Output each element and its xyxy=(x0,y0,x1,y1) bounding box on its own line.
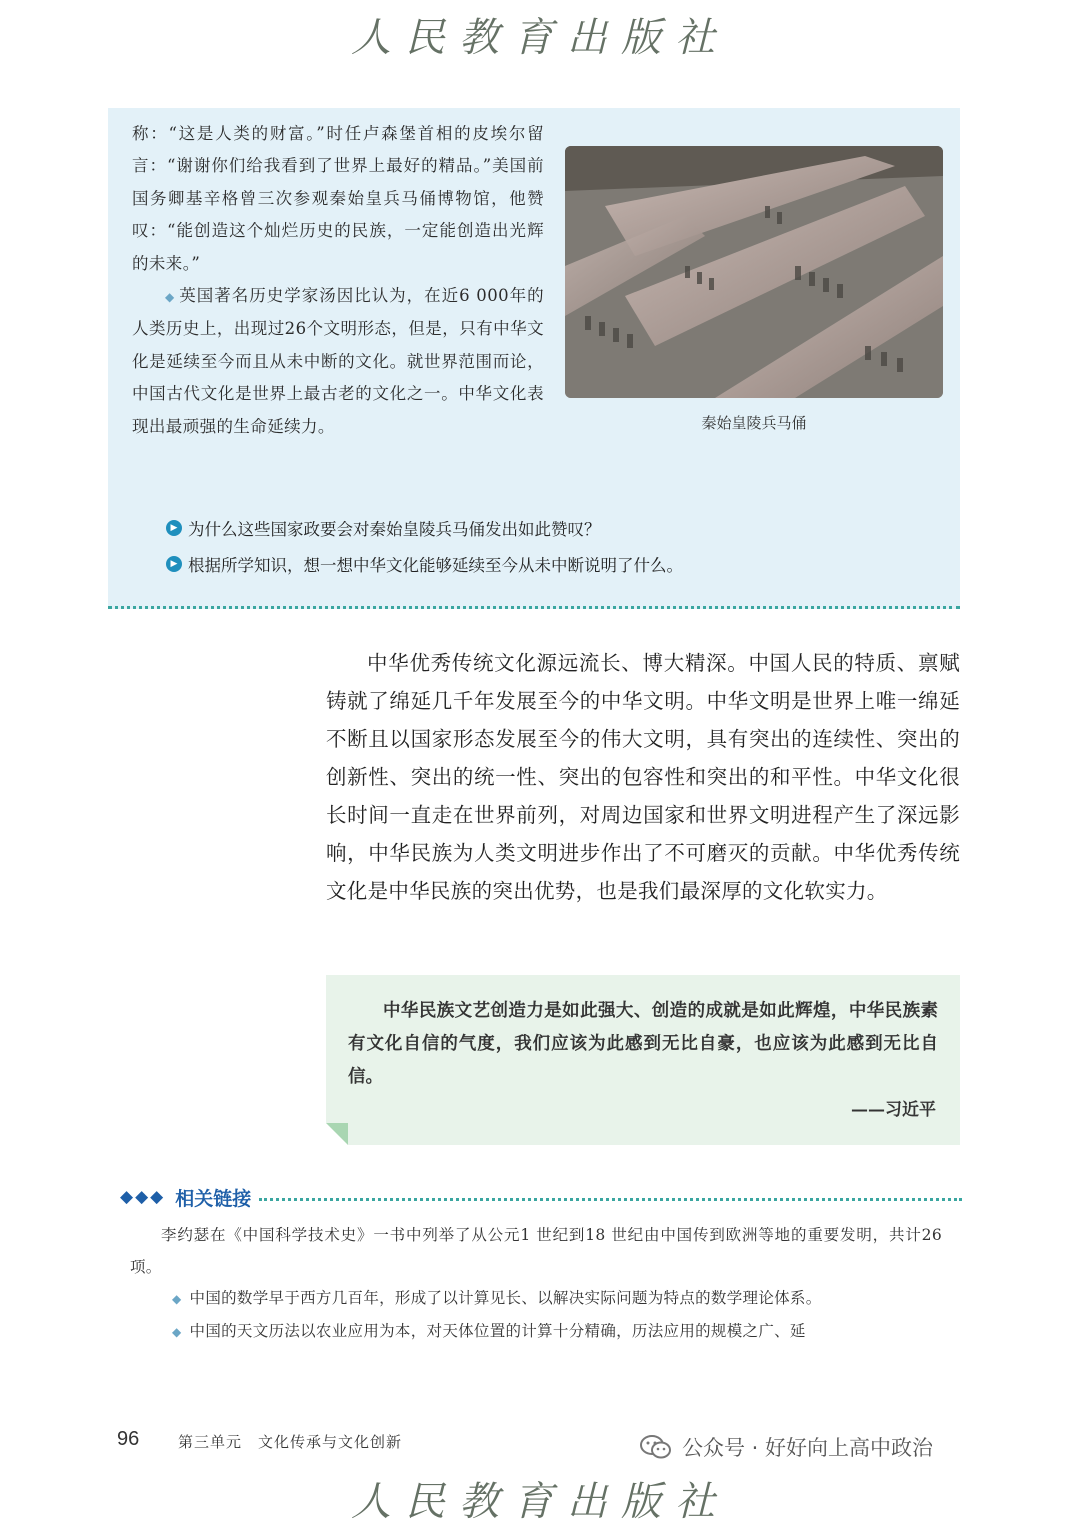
related-links-title: 相关链接 xyxy=(175,1187,252,1210)
case-study-box xyxy=(108,108,960,609)
wechat-icon xyxy=(640,1434,672,1460)
case-text xyxy=(132,118,544,443)
links-bullet: ◆ 中国的天文历法以农业应用为本，对天体位置的计算十分精确，历法应用的规模之广、延 xyxy=(172,1321,806,1340)
discussion-questions xyxy=(166,510,946,582)
publisher-watermark-top: 人民教育出版社 xyxy=(351,15,729,61)
play-arrow-icon: ▶ xyxy=(166,556,182,572)
page-number: 96 xyxy=(117,1428,140,1450)
play-arrow-icon: ▶ xyxy=(166,520,182,536)
dotted-divider xyxy=(259,1198,962,1201)
case-paragraph: 称：“这是人类的财富。”时任卢森堡首相的皮埃尔留言：“谢谢你们给我看到了世界上最好的精品。”美国前国务卿基辛格曾三次参观秦始皇兵马俑博物馆，他赞叹：“能创造这个灿烂历史的民族，一定能创造出光辉的未来。” xyxy=(132,124,544,273)
diamond-bullet-icon: ◆ xyxy=(165,290,176,305)
photo-caption: 秦始皇陵兵马俑 xyxy=(701,414,807,432)
diamond-cluster-icon: ◆◆◆ xyxy=(120,1187,166,1207)
question-item: ▶ 根据所学知识，想一想中华文化能够延续至今从未中断说明了什么。 xyxy=(166,546,946,582)
terracotta-photo-art xyxy=(565,146,943,398)
question-item: ▶ 为什么这些国家政要会对秦始皇陵兵马俑发出如此赞叹？ xyxy=(166,510,946,546)
diamond-bullet-icon: ◆ xyxy=(172,1292,182,1306)
unit-title: 第三单元 文化传承与文化创新 xyxy=(178,1433,403,1451)
related-links-header xyxy=(120,1180,962,1214)
links-intro: 李约瑟在《中国科学技术史》一书中列举了从公元1 世纪到18 世纪由中国传到欧洲等地的重要发明，共计26 项。 xyxy=(130,1226,942,1276)
quote-text: 中华民族文艺创造力是如此强大、创造的成就是如此辉煌，中华民族素有文化自信的气度，我们应该为此感到无比自豪，也应该为此感到无比自信。 xyxy=(348,1001,938,1087)
main-paragraph: 中华优秀传统文化源远流长、博大精深。中国人民的特质、禀赋铸就了绵延几千年发展至今的中华文明。中华文明是世界上唯一绵延不断且以国家形态发展至今的伟大文明，具有突出的连续性、突出的创新性、突出的统一性、突出的包容性和突出的和平性。中华文化很长时间一直走在世界前列，对周边国家和世界文明进程产生了深远影响，中华民族为人类文明进步作出了不可磨灭的贡献。中华优秀传统文化是中华民族的突出优势，也是我们最深厚的文化软实力。 xyxy=(326,651,960,903)
related-links-body xyxy=(130,1220,942,1348)
diamond-bullet-icon: ◆ xyxy=(172,1324,182,1339)
quote-box xyxy=(326,975,960,1145)
publisher-watermark-bottom: 人民教育出版社 xyxy=(351,1479,729,1525)
wechat-account-label: 公众号 · 好好向上高中政治 xyxy=(640,1430,933,1464)
page-fold-corner xyxy=(326,1123,348,1145)
case-paragraph: ◆ 英国著名历史学家汤因比认为，在近6 000年的人类历史上，出现过26个文明形态，但是，只有中华文化是延续至今而且从未中断的文化。就世界范围而论，中国古代文化是世界上最古老的文化之一。中华文化表现出最顽强的生命延续力。 xyxy=(132,286,544,436)
links-bullet: ◆ 中国的数学早于西方几百年，形成了以计算见长、以解决实际问题为特点的数学理论体系。 xyxy=(172,1289,822,1307)
quote-author: ——习近平 xyxy=(851,1100,936,1120)
terracotta-army-photo xyxy=(565,146,943,398)
